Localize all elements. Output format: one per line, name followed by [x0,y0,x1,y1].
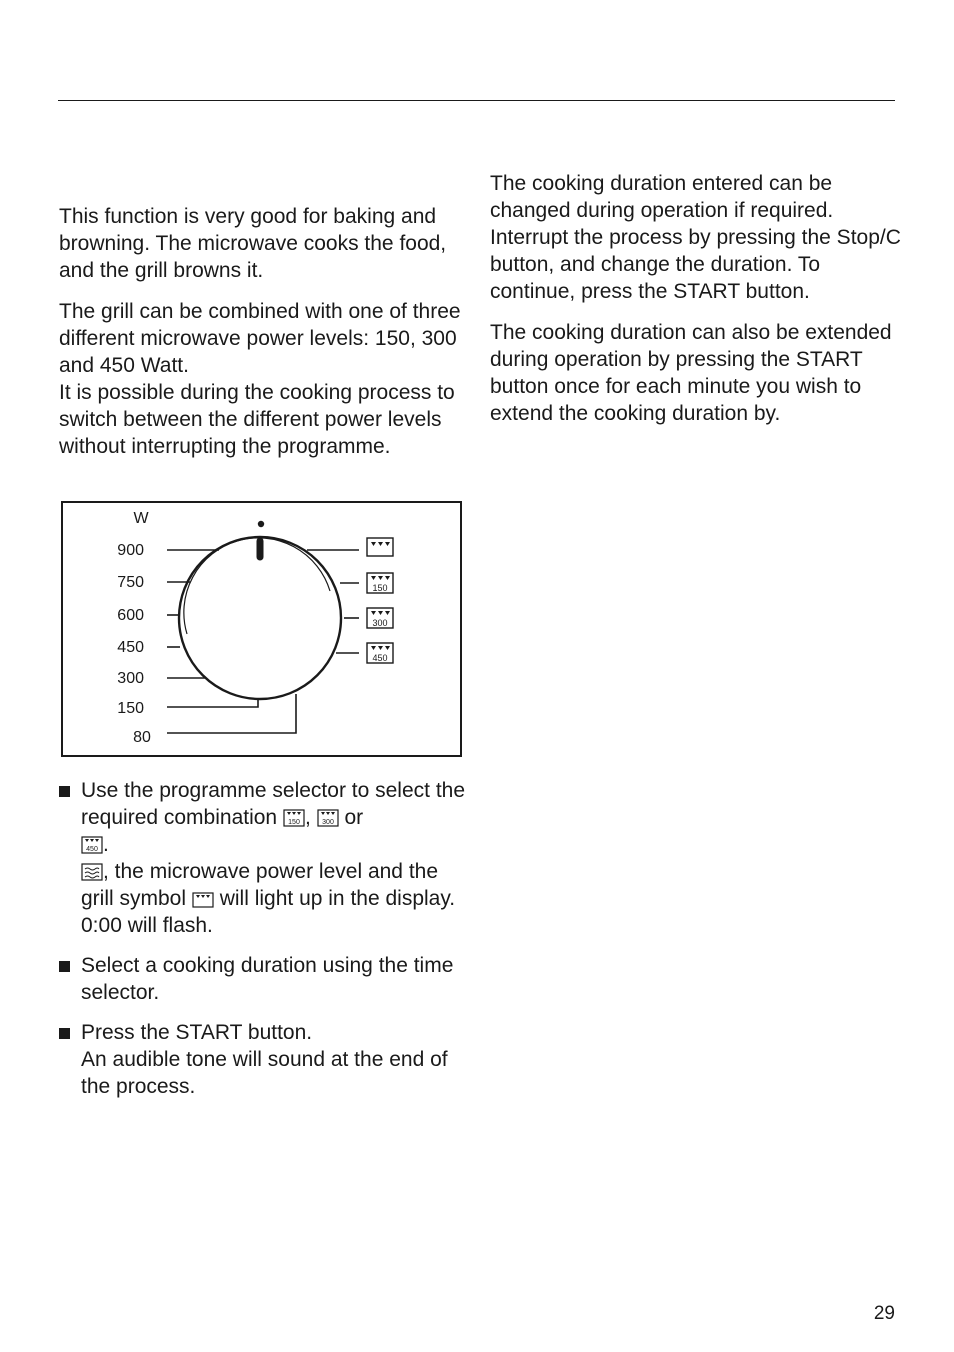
header-rule [58,100,895,101]
step-3 [59,1019,469,1100]
svg-text:150: 150 [288,819,300,826]
svg-text:300: 300 [372,618,388,628]
instruction-steps [59,777,469,1113]
svg-text:450: 450 [86,846,98,853]
power-label-600: 600 [117,607,144,624]
grill-300-icon [317,809,339,827]
page-number: 29 [873,1303,895,1324]
step-1-comma: , [304,806,311,829]
grill-150-icon [283,809,305,827]
bullet [59,1028,70,1039]
step-1 [59,777,469,939]
intro-paragraph-2-line-1: The grill can be combined with one of three different microwave power levels: 150, 300 and 450 Watt. [59,300,461,377]
bullet [59,786,70,797]
leader-150 [167,698,258,707]
power-label-80: 80 [133,729,151,746]
intro-column [59,203,469,474]
svg-text:450: 450 [372,653,388,663]
power-label-450: 450 [117,639,144,656]
step-1-text-b: , the microwave power level and the grill symbol [81,860,439,910]
bullet [59,961,70,972]
step-1-period: . [103,833,109,856]
programme-selector-diagram [61,501,462,757]
selector-marker-dot [258,521,264,527]
power-unit-label: W [133,510,149,527]
step-1-or: or [344,806,364,829]
power-label-150: 150 [117,700,144,717]
grill-icon [192,892,214,908]
step-2-text: Select a cooking duration using the time selector. [81,954,454,1004]
right-column [490,170,902,441]
leader-80 [167,694,296,733]
step-3-line-2: An audible tone will sound at the end of the process. [81,1048,448,1098]
power-label-900: 900 [117,542,144,559]
power-label-300: 300 [117,670,144,687]
step-1-text-c: will light up in the display. 0:00 will flash. [81,887,456,937]
step-1-text-a: Use the programme selector to select the required combination [81,779,466,829]
intro-paragraph-1: This function is very good for baking and browning. The microwave cooks the food, and the grill browns it. [59,205,447,282]
intro-paragraph-2 [59,298,469,460]
grill-300-icon [367,608,393,628]
grill-150-icon [367,573,393,593]
step-2 [59,952,469,1006]
svg-text:300: 300 [321,819,334,826]
grill-450-icon [367,643,393,663]
intro-paragraph-2-line-2: It is possible during the cooking process to switch between the different power levels without interrupting the programme. [59,381,455,458]
svg-text:150: 150 [372,583,388,593]
grill-icon [367,538,393,556]
grill-450-icon [81,836,103,854]
microwave-icon [81,863,103,881]
power-label-750: 750 [117,574,144,591]
right-paragraph-1: The cooking duration entered can be changed during operation if required. Interrupt the process by pressing the Stop/C button, and change the duration. To continue, press the START button. [490,172,901,303]
right-paragraph-2: The cooking duration can also be extended during operation by pressing the START button once for each minute you wish to extend the cooking duration by. [490,321,892,425]
step-3-line-1: Press the START button. [81,1021,313,1044]
